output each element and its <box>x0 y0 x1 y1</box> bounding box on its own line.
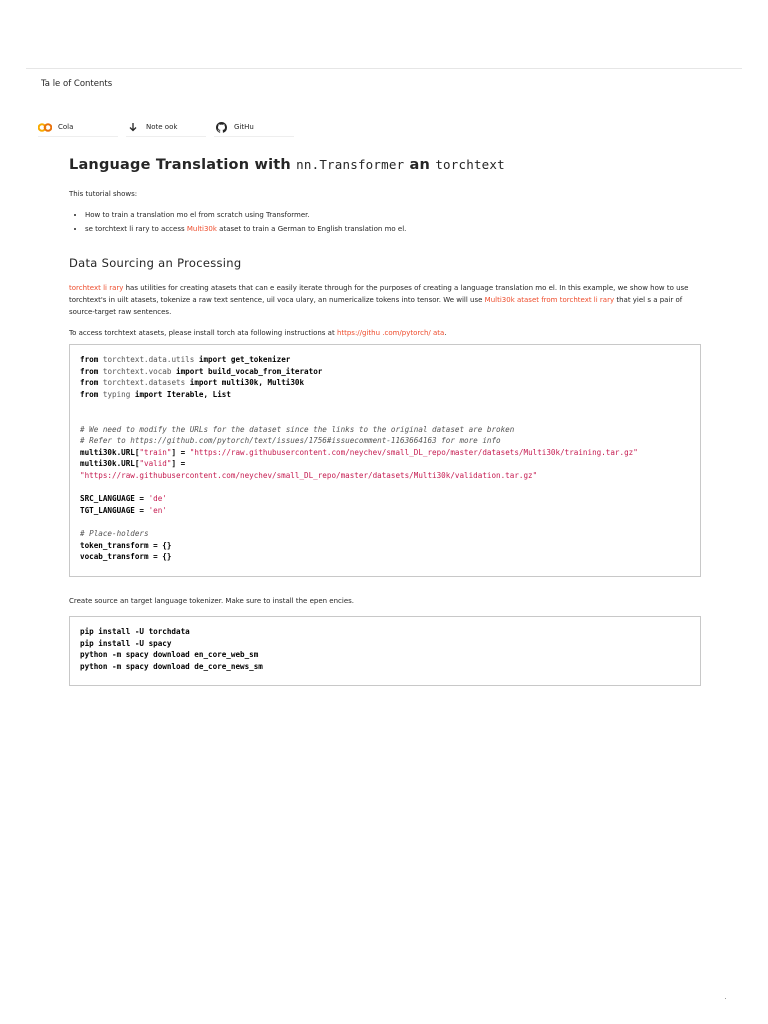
github-icon <box>214 121 228 133</box>
code-line: multi30k.URL["valid"] = <box>80 459 186 469</box>
code-line: python -m spacy download en_core_web_sm <box>80 650 259 660</box>
code-line: from typing import Iterable, List <box>80 389 231 399</box>
tokenizer-paragraph: Create source an target language tokenizer. Make sure to install the epen encies. <box>69 597 354 605</box>
code-line: SRC_LANGUAGE = 'de' <box>80 494 167 504</box>
article-body <box>69 150 699 339</box>
code-line: python -m spacy download de_core_news_sm <box>80 661 263 671</box>
torchtext-library-link[interactable]: torchtext li rary <box>69 284 124 292</box>
code-line: TGT_LANGUAGE = 'en' <box>80 505 167 515</box>
code-line: pip install -U torchdata <box>80 627 190 636</box>
title-code-transformer: nn.Transformer <box>296 157 405 172</box>
code-line: from torchtext.data.utils import get_tokenizer <box>80 355 291 364</box>
code-comment: # Refer to https://github.com/pytorch/text/issues/1756#issuecomment-1163664163 for more info <box>80 436 501 446</box>
code-line: pip install -U spacy <box>80 638 172 648</box>
torchdata-github-link[interactable]: https://githu .com/pytorch/ ata <box>336 329 445 337</box>
notebook-link-label: Note ook <box>146 123 178 131</box>
code-comment: # Place-holders <box>80 528 149 538</box>
view-on-github-link[interactable] <box>214 118 294 137</box>
colab-icon <box>38 121 52 133</box>
multi30k-link[interactable]: Multi30k <box>186 225 217 233</box>
download-notebook-link[interactable] <box>126 118 206 137</box>
section-heading: Data Sourcing an Processing <box>69 256 242 270</box>
code-line: vocab_transform = {} <box>80 552 172 562</box>
top-divider <box>26 68 742 69</box>
list-item: • se torchtext li rary to access Multi30k ataset to train a German to English translation mo el. <box>85 222 699 236</box>
code-line: "https://raw.githubusercontent.com/neychev/small_DL_repo/master/datasets/Multi30k/validation.tar.gz" <box>80 470 538 480</box>
table-of-contents-toggle[interactable]: Ta le of Contents <box>41 79 113 89</box>
github-link-label: GitHu <box>234 123 254 131</box>
list-item: • How to train a translation mo el from scratch using Transformer. <box>85 208 699 222</box>
code-line: token_transform = {} <box>80 540 172 550</box>
code-line: from torchtext.datasets import multi30k, Multi30k <box>80 378 305 388</box>
code-line: from torchtext.vocab import build_vocab_from_iterator <box>80 366 323 376</box>
run-in-colab-link[interactable] <box>38 118 118 137</box>
colab-link-label: Cola <box>58 123 74 131</box>
tutorial-links-bar <box>38 118 294 137</box>
data-sourcing-paragraph: torchtext li rary has utilities for creating atasets that can e easily iterate through for the purposes of creating a language translation mo el. In this example, we show how to use torchtext's in uilt atasets, tokenize a raw text sentence, uil voca ulary, an numericalize tokens into tensor. We will use Multi30k ataset from torchtext li rary that yiel s a pair of source-target raw sentences. <box>69 284 689 316</box>
intro-text: This tutorial shows: <box>69 190 138 198</box>
download-icon <box>126 121 140 133</box>
code-block-install[interactable] <box>69 616 701 686</box>
page-title: Language Translation with nn.Transformer an torchtext <box>69 157 505 173</box>
code-comment: # We need to modify the URLs for the dataset since the links to the original dataset are broken <box>80 424 515 434</box>
title-code-torchtext: torchtext <box>435 157 505 172</box>
code-block-imports[interactable] <box>69 344 701 577</box>
code-line: multi30k.URL["train"] = "https://raw.githubusercontent.com/neychev/small_DL_repo/master/datasets/Multi30k/training.tar.gz" <box>80 447 638 457</box>
multi30k-dataset-link[interactable]: Multi30k ataset from torchtext li rary <box>484 296 615 304</box>
tutorial-bullets <box>69 208 699 236</box>
torchdata-install-paragraph: To access torchtext atasets, please install torch ata following instructions at https://githu .com/pytorch/ ata. <box>69 329 447 337</box>
page-marker <box>725 998 726 999</box>
